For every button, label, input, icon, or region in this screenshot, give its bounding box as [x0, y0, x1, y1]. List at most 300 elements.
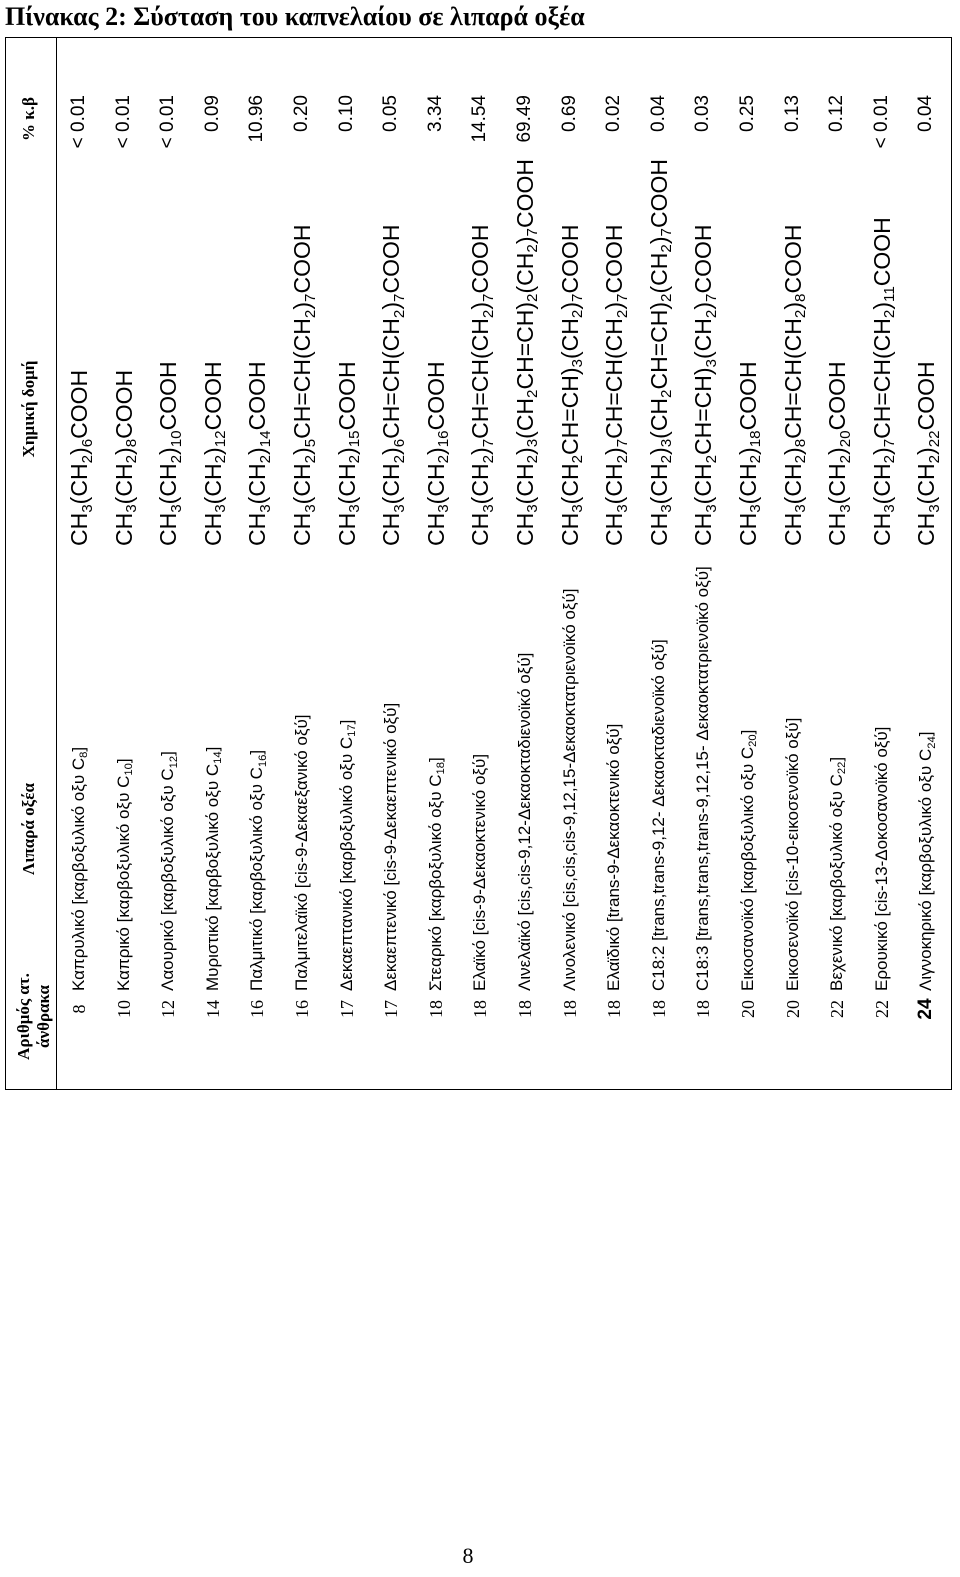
fatty-acid-name-cell: C18:2 [trans,trans-9,12- Δεκαοκταδιενοϊκό οξύ] [648, 639, 668, 991]
subscript: 16 [256, 754, 269, 768]
percent-weight-cell: 0.02 [603, 95, 625, 132]
table-row [548, 38, 593, 1089]
text-segment: ] [737, 729, 757, 735]
subscript: 18 [435, 762, 448, 775]
text-segment: (CH [645, 397, 672, 439]
table-row [102, 38, 147, 1089]
percent-weight-cell: 0.69 [558, 95, 580, 132]
chemical-structure-cell [860, 217, 905, 546]
subscript: 6 [390, 438, 408, 448]
text-segment: Παλμιτικό [καρβοξυλικό οξυ C [247, 767, 267, 991]
carbon-number-cell: 18 [648, 1000, 669, 1018]
chemical-structure-cell [458, 225, 503, 546]
text-segment: CH=CH(CH [378, 318, 405, 439]
text-segment: ) [333, 447, 360, 455]
table-row [726, 38, 771, 1089]
text-segment: (CH [690, 463, 717, 505]
text-segment: (CH [378, 463, 405, 505]
subscript: 17 [345, 724, 358, 737]
subscript: 2 [792, 309, 810, 319]
subscript: 14 [212, 751, 225, 764]
fatty-acid-name-cell [102, 758, 147, 991]
fatty-acid-name-cell [57, 747, 102, 991]
text-segment: COOH [913, 361, 940, 431]
carbon-number-cell: 17 [381, 1000, 402, 1018]
subscript: 2 [747, 454, 765, 464]
table-row [503, 38, 548, 1089]
carbon-number-cell: 17 [336, 1000, 357, 1018]
subscript: 20 [836, 430, 854, 448]
fatty-acid-name-cell [191, 747, 236, 991]
text-segment: (CH [645, 252, 672, 294]
subscript: 3 [479, 504, 497, 513]
text-segment: COOH [422, 361, 449, 431]
carbon-number-cell: 20 [737, 1000, 758, 1018]
percent-weight-cell: 14.54 [469, 95, 491, 143]
text-segment: ) [645, 236, 672, 245]
text-segment: (CH [868, 463, 895, 505]
text-segment: ) [199, 447, 226, 455]
fatty-acid-name-cell: Ελαϊδικό [trans-9-Δεκαοκτενικό οξύ] [604, 723, 624, 991]
subscript: 7 [881, 438, 899, 448]
table-row [681, 38, 726, 1089]
subscript: 18 [747, 430, 765, 448]
percent-weight-cell: 0.05 [380, 95, 402, 132]
text-segment: ) [467, 301, 494, 310]
text-segment: (CH [110, 463, 137, 505]
subscript: 3 [792, 504, 810, 513]
fatty-acid-name-cell: Δεκαεπτενικό [cis-9-Δεκαεπτενικό οξύ] [381, 702, 401, 991]
subscript: 7 [524, 228, 542, 237]
text-segment: CH [333, 512, 360, 546]
text-segment: CH=CH(CH [868, 318, 895, 439]
subscript: 2 [836, 454, 854, 464]
fatty-acid-name-cell [235, 750, 280, 991]
text-segment: (CH [244, 463, 271, 505]
carbon-number-cell: 18 [693, 1000, 714, 1018]
text-segment: ) [556, 301, 583, 310]
text-segment: COOH [288, 224, 315, 294]
subscript: 2 [569, 454, 587, 464]
chemical-structure-cell [592, 225, 637, 546]
carbon-number-cell: 12 [158, 1000, 179, 1018]
text-segment: (CH [422, 463, 449, 505]
table-header [6, 38, 57, 1089]
text-segment: ] [202, 746, 222, 752]
carbon-number-cell: 10 [113, 1000, 134, 1018]
text-segment: Λιγνοκηρικό [καρβοξυλικό οξυ C [916, 748, 936, 991]
header-fatty-acid: Λιπαρά οξέα [19, 783, 38, 875]
subscript: 2 [524, 389, 542, 398]
fatty-acid-name-cell [726, 730, 771, 991]
text-segment: ) [288, 447, 315, 455]
percent-weight-cell: < 0.01 [68, 95, 89, 149]
carbon-number-cell: 18 [514, 1000, 535, 1018]
percent-weight-cell: 0.04 [915, 95, 937, 132]
text-segment: ) [779, 301, 806, 310]
fatty-acid-name-cell [325, 720, 370, 991]
table-row [414, 38, 459, 1089]
text-segment: ] [113, 758, 133, 764]
fatty-acid-name-cell: C18:3 [trans,trans,trans-9,12,15- Δεκαοκτατριενοϊκό οξύ] [693, 566, 713, 991]
table-row [280, 38, 325, 1089]
subscript: 7 [301, 293, 319, 302]
header-carbon-number [14, 954, 54, 1079]
text-segment: COOH [645, 159, 672, 229]
subscript: 10 [167, 430, 185, 448]
text-segment: ] [827, 756, 847, 762]
subscript: 2 [212, 454, 230, 464]
chemical-structure-cell [369, 225, 414, 546]
table-container [5, 37, 952, 1090]
text-segment: (CH [66, 463, 92, 505]
subscript: 3 [346, 504, 364, 513]
fatty-acid-name-cell: Ερουκικό [cis-13-Δοκοσανοϊκό οξύ] [871, 726, 891, 991]
chemical-structure-cell [815, 361, 860, 546]
text-segment: CH [155, 512, 182, 546]
subscript: 3 [702, 358, 720, 368]
chemical-structure-cell [57, 370, 102, 546]
table-row [146, 38, 191, 1089]
text-segment: ) [155, 447, 182, 455]
text-segment: (CH [556, 463, 583, 505]
text-segment: CH [779, 512, 806, 546]
text-segment: ) [734, 447, 761, 455]
fatty-acid-name-cell: Παλμιτελαϊκό [cis-9-Δεκαεξανικό οξύ] [291, 714, 311, 991]
subscript: 8 [792, 293, 810, 302]
text-segment: (CH [511, 397, 538, 439]
text-segment: COOH [779, 224, 806, 294]
percent-weight-cell: 0.20 [290, 95, 312, 132]
carbon-number-cell: 14 [202, 1000, 223, 1018]
text-segment: CH=CH(CH [601, 318, 628, 439]
table-row [325, 38, 370, 1089]
percent-weight-cell: 0.12 [826, 95, 848, 132]
table-body [57, 38, 949, 1089]
text-segment: ] [158, 751, 178, 756]
text-segment: CH [199, 512, 226, 546]
fatty-acid-name-cell [904, 732, 949, 991]
text-segment: (CH [511, 252, 538, 294]
text-segment: COOH [110, 369, 137, 439]
text-segment: CH=CH(CH [467, 318, 494, 439]
text-segment: ] [916, 731, 936, 737]
carbon-number-cell: 18 [559, 1000, 580, 1018]
subscript: 2 [123, 454, 141, 464]
chemical-structure-cell [325, 361, 370, 546]
table-row [369, 38, 414, 1089]
chemical-structure-cell [414, 361, 459, 546]
subscript: 3 [167, 504, 185, 513]
carbon-number-cell: 20 [782, 1000, 803, 1018]
percent-weight-cell: 0.04 [647, 95, 669, 132]
chemical-structure-cell [146, 361, 191, 546]
text-segment: CH [467, 512, 494, 546]
text-segment: ) [288, 301, 315, 310]
text-segment: ) [511, 447, 538, 455]
text-segment: (CH [734, 463, 761, 505]
text-segment: (CH [511, 463, 538, 505]
subscript: 3 [658, 438, 676, 448]
text-segment: COOH [690, 224, 717, 294]
text-segment: ) [511, 236, 538, 245]
text-segment: ) [378, 301, 405, 310]
text-segment: ) [868, 301, 895, 310]
text-segment: Καπρυλικό [καρβοξυλικό οξυ C [69, 757, 88, 991]
text-segment: ) [467, 447, 494, 455]
text-segment: ) [601, 301, 628, 310]
table-row [860, 38, 905, 1089]
percent-weight-cell: 0.25 [736, 95, 758, 132]
text-segment: CH=CH) [556, 367, 583, 455]
subscript: 6 [78, 438, 96, 448]
text-segment: ) [868, 447, 895, 455]
header-carbon-number-line1: Αριθμός ατ. [14, 973, 33, 1060]
subscript: 3 [569, 358, 587, 368]
text-segment: ] [247, 749, 267, 755]
fatty-acid-name-cell: Λινελαϊκό [cis,cis-9,12-Δεκαοκταδιενοϊκό οξύ] [514, 652, 534, 991]
text-segment: CH=CH) [690, 367, 717, 455]
text-segment: COOH [556, 224, 583, 294]
text-segment: COOH [66, 369, 92, 439]
subscript: 3 [613, 504, 631, 513]
carbon-number-cell: 22 [827, 1000, 848, 1018]
fatty-acid-name-cell: Ελαϊκό [cis-9-Δεκαοκτενικό οξύ] [470, 753, 490, 991]
percent-weight-cell: 0.03 [692, 95, 714, 132]
table-row [57, 38, 102, 1089]
carbon-number-cell: 18 [470, 1000, 491, 1018]
text-segment: COOH [155, 361, 182, 431]
chemical-structure-cell [191, 361, 236, 546]
fatty-acid-name-cell [414, 757, 459, 991]
text-segment: CH=CH) [645, 301, 672, 390]
table-row [771, 38, 816, 1089]
text-segment: ) [244, 447, 271, 455]
text-segment: ) [779, 447, 806, 455]
subscript: 2 [479, 454, 497, 464]
text-segment: CH [66, 512, 92, 546]
text-segment: CH [913, 512, 940, 546]
text-segment: CH [378, 512, 405, 546]
subscript: 2 [881, 309, 899, 319]
table-row [235, 38, 280, 1089]
subscript: 3 [881, 504, 899, 513]
text-segment: Λαουρικό [καρβοξυλικό οξυ C [158, 768, 178, 991]
subscript: 2 [524, 293, 542, 302]
percent-weight-cell: 0.09 [201, 95, 223, 132]
text-segment: ) [110, 447, 137, 455]
chemical-structure-cell [503, 159, 548, 546]
text-segment: COOH [244, 361, 271, 431]
text-segment: CH [244, 512, 271, 546]
header-percent-weight: % κ.β [19, 97, 38, 141]
text-segment: COOH [734, 361, 761, 431]
subscript: 2 [301, 309, 319, 319]
subscript: 10 [122, 763, 135, 776]
text-segment: CH [556, 512, 583, 546]
text-segment: (CH [155, 463, 182, 505]
percent-weight-cell: 0.10 [335, 95, 357, 132]
table-row [637, 38, 682, 1089]
subscript: 2 [792, 454, 810, 464]
subscript: 12 [212, 430, 230, 448]
text-segment: ) [913, 447, 940, 455]
subscript: 7 [613, 293, 631, 302]
text-segment: COOH [824, 361, 851, 431]
subscript: 3 [78, 504, 96, 513]
fatty-acid-composition-table [5, 37, 952, 1090]
subscript: 3 [524, 438, 542, 448]
subscript: 7 [658, 228, 676, 237]
chemical-structure-cell [904, 361, 949, 546]
text-segment: (CH [288, 463, 315, 505]
subscript: 3 [658, 504, 676, 513]
subscript: 3 [256, 504, 274, 513]
chemical-structure-cell [548, 225, 593, 546]
carbon-number-cell: 16 [291, 1000, 312, 1018]
subscript: 3 [569, 504, 587, 513]
text-segment: ) [690, 301, 717, 310]
carbon-number-cell: 22 [871, 1000, 892, 1018]
chemical-structure-cell [235, 361, 280, 546]
text-segment: (CH [913, 463, 940, 505]
fatty-acid-name-cell [146, 751, 191, 991]
table-row [458, 38, 503, 1089]
subscript: 2 [167, 454, 185, 464]
percent-weight-cell: 10.96 [246, 95, 268, 143]
text-segment: ) [824, 447, 851, 455]
text-segment: (CH [333, 463, 360, 505]
subscript: 2 [256, 454, 274, 464]
page-number: 8 [462, 1543, 474, 1568]
carbon-number-cell: 24 [915, 998, 937, 1020]
subscript: 2 [78, 454, 96, 464]
text-segment: ) [601, 447, 628, 455]
carbon-number-cell: 8 [69, 1004, 89, 1014]
subscript: 2 [479, 309, 497, 319]
subscript: 2 [524, 454, 542, 464]
subscript: 2 [613, 309, 631, 319]
subscript: 3 [836, 504, 854, 513]
subscript: 8 [792, 438, 810, 448]
subscript: 2 [658, 293, 676, 302]
text-segment: COOH [467, 224, 494, 294]
text-segment: COOH [378, 224, 405, 294]
table-row [592, 38, 637, 1089]
table-row [815, 38, 860, 1089]
subscript: 2 [569, 309, 587, 319]
subscript: 20 [747, 734, 760, 747]
subscript: 3 [524, 504, 542, 513]
text-segment: Μυριστικό [καρβοξυλικό οξυ C [202, 763, 222, 991]
text-segment: CH=CH(CH [288, 318, 315, 439]
subscript: 22 [925, 430, 943, 448]
subscript: 8 [123, 438, 141, 448]
text-segment: CH [511, 512, 538, 546]
carbon-number-cell: 18 [425, 1000, 446, 1018]
fatty-acid-name-cell [815, 757, 860, 991]
text-segment: (CH [645, 463, 672, 505]
subscript: 3 [301, 504, 319, 513]
text-segment: CH [110, 512, 137, 546]
subscript: 7 [702, 293, 720, 302]
percent-weight-cell: < 0.01 [870, 95, 892, 149]
subscript: 2 [390, 454, 408, 464]
text-segment: CH [824, 512, 851, 546]
text-segment: CH [601, 512, 628, 546]
subscript: 24 [925, 736, 938, 749]
subscript: 2 [301, 454, 319, 464]
chemical-structure-cell [771, 225, 816, 546]
percent-weight-cell: 0.13 [781, 95, 803, 132]
text-segment: COOH [601, 224, 628, 294]
subscript: 3 [212, 504, 230, 513]
subscript: 2 [346, 454, 364, 464]
text-segment: ) [66, 447, 92, 455]
subscript: 12 [167, 755, 180, 769]
subscript: 3 [925, 504, 943, 513]
fatty-acid-name-cell: Λινολενικό [cis,cis,cis-9,12,15-Δεκαοκτατριενοϊκό οξύ] [559, 588, 579, 991]
text-segment: COOH [199, 361, 226, 431]
text-segment: Στεαρικό [καρβοξυλικό οξυ C [425, 774, 445, 991]
subscript: 3 [435, 504, 453, 513]
subscript: 15 [346, 430, 364, 448]
subscript: 2 [658, 454, 676, 464]
subscript: 2 [881, 454, 899, 464]
percent-weight-cell: 3.34 [424, 95, 446, 132]
text-segment: ) [378, 447, 405, 455]
text-segment: Βεχενικό [καρβοξυλικό οξυ C [827, 774, 847, 991]
subscript: 2 [658, 389, 676, 398]
header-carbon-number-line2: άνθρακα [34, 985, 53, 1048]
subscript: 3 [390, 504, 408, 513]
subscript: 2 [435, 454, 453, 464]
subscript: 7 [479, 293, 497, 302]
chemical-structure-cell [102, 370, 147, 546]
subscript: 2 [613, 454, 631, 464]
document-title: Πίνακας 2: Σύσταση του καπνελαίου σε λιπαρά οξέα [5, 2, 585, 31]
table-row [191, 38, 236, 1089]
carbon-number-cell: 16 [247, 1000, 268, 1018]
chemical-structure-cell [681, 225, 726, 546]
text-segment: (CH [690, 318, 717, 359]
text-segment: Καπρικό [καρβοξυλικό οξυ C [113, 775, 133, 991]
text-segment: CH [734, 512, 761, 546]
text-segment: CH [422, 512, 449, 546]
text-segment: CH [645, 512, 672, 546]
subscript: 7 [613, 438, 631, 448]
text-segment: Εικοσανοϊκό [καρβοξυλικό οξυ C [737, 746, 757, 991]
subscript: 16 [435, 430, 453, 448]
text-segment: (CH [467, 463, 494, 505]
text-segment: CH=CH(CH [779, 318, 806, 439]
text-segment: ] [69, 746, 88, 752]
subscript: 7 [390, 293, 408, 302]
header-chemical-structure: Χημική δομή [19, 360, 38, 458]
text-segment: COOH [511, 159, 538, 229]
subscript: 3 [123, 504, 141, 513]
carbon-number-cell: 18 [604, 1000, 625, 1018]
table-row [904, 38, 949, 1089]
text-segment: CH [868, 512, 895, 546]
subscript: 3 [702, 504, 720, 513]
percent-weight-cell: < 0.01 [112, 95, 134, 149]
chemical-structure-cell [280, 225, 325, 546]
subscript: 22 [836, 761, 849, 775]
text-segment: CH=CH) [511, 301, 538, 390]
text-segment: ] [336, 719, 356, 725]
text-segment: Δεκαεπτανικό [καρβοξυλικό οξυ C [336, 736, 356, 991]
